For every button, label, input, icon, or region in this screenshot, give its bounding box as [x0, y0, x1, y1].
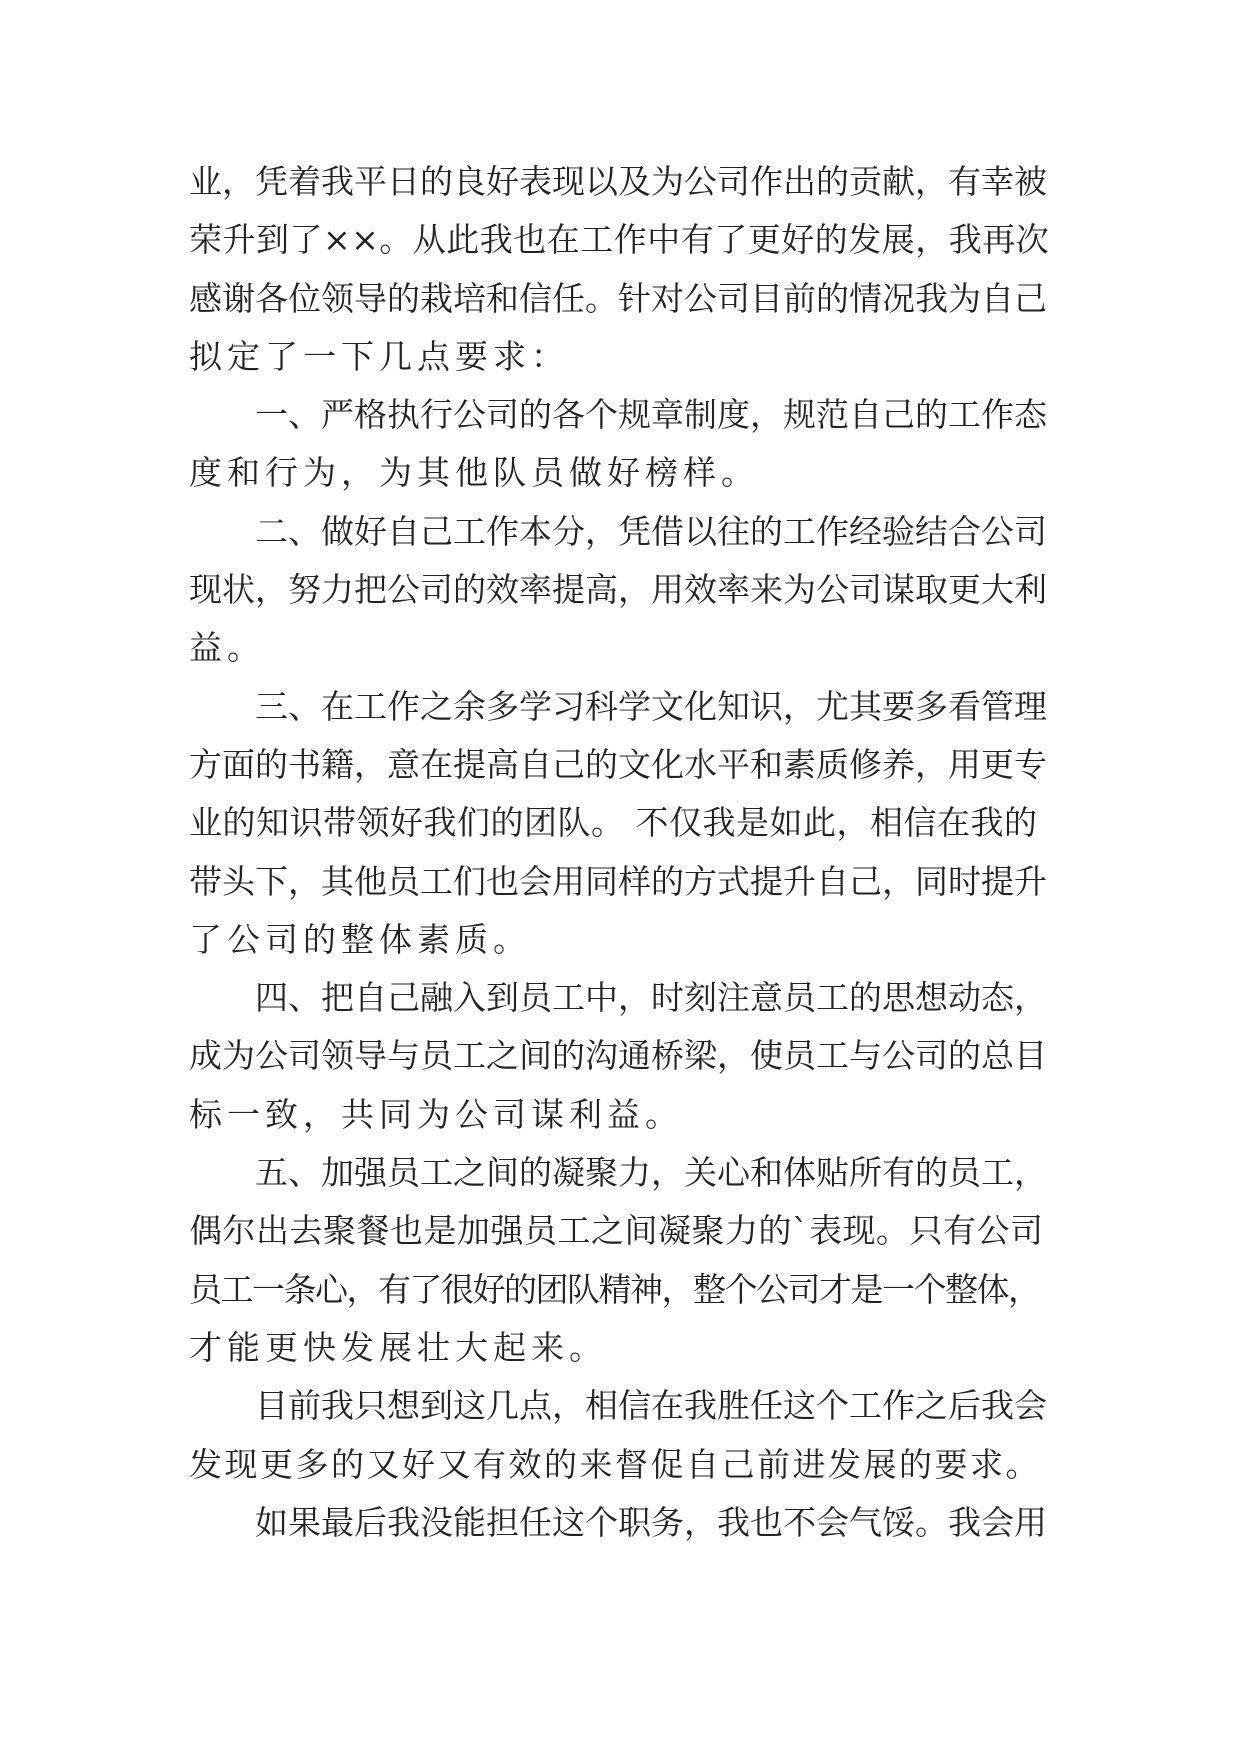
- text-line-24: 如果最后我没能担任这个职务，我也不会气馁。我会用: [255, 1502, 1047, 1542]
- text-line-19: 偶尔出去聚餐也是加强员工之间凝聚力的`表现。只有公司: [189, 1211, 1044, 1251]
- text-line-3: 感谢各位领导的栽培和信任。针对公司目前的情况我为自己: [189, 278, 1047, 318]
- text-line-16: 成为公司领导与员工之间的沟通桥梁，使员工与公司的总目: [189, 1036, 1047, 1076]
- text-line-1: 业，凭着我平日的良好表现以及为公司作出的贡献，有幸被: [189, 162, 1047, 201]
- text-line-9: 益。: [189, 628, 265, 668]
- text-line-4: 拟定了一下几点要求：: [189, 336, 569, 376]
- text-line-17: 标一致，共同为公司谋利益。: [189, 1094, 683, 1134]
- body-text: [189, 153, 1049, 1552]
- text-line-2: 荣升到了××。从此我也在工作中有了更好的发展，我再次: [189, 220, 1050, 260]
- text-line-21: 才能更快发展壮大起来。: [189, 1327, 607, 1367]
- text-line-14: 了公司的整体素质。: [189, 919, 531, 959]
- text-line-23: 发现更多的又好又有效的来督促自己前进发展的要求。: [189, 1444, 1041, 1484]
- text-line-6: 度和行为，为其他队员做好榜样。: [189, 453, 759, 493]
- text-line-8: 现状，努力把公司的效率提高，用效率来为公司谋取更大利: [189, 570, 1047, 610]
- text-line-10: 三、在工作之余多学习科学文化知识，尤其要多看管理: [255, 686, 1047, 726]
- text-line-15: 四、把自己融入到员工中，时刻注意员工的思想动态，: [255, 978, 1047, 1018]
- text-line-18: 五、加强员工之间的凝聚力，关心和体贴所有的员工，: [255, 1153, 1047, 1193]
- text-line-13: 带头下，其他员工们也会用同样的方式提升自己，同时提升: [189, 861, 1047, 901]
- text-line-11: 方面的书籍，意在提高自己的文化水平和素质修养，用更专: [189, 744, 1047, 784]
- text-line-12: 业的知识带领好我们的团队。 不仅我是如此，相信在我的: [189, 803, 1038, 843]
- text-line-5: 一、严格执行公司的各个规章制度，规范自己的工作态: [255, 395, 1047, 435]
- text-line-22: 目前我只想到这几点，相信在我胜任这个工作之后我会: [255, 1386, 1047, 1426]
- text-line-7: 二、做好自己工作本分，凭借以往的工作经验结合公司: [255, 511, 1047, 551]
- text-line-20: 员工一条心，有了很好的团队精神，整个公司才是一个整体，: [189, 1269, 1040, 1309]
